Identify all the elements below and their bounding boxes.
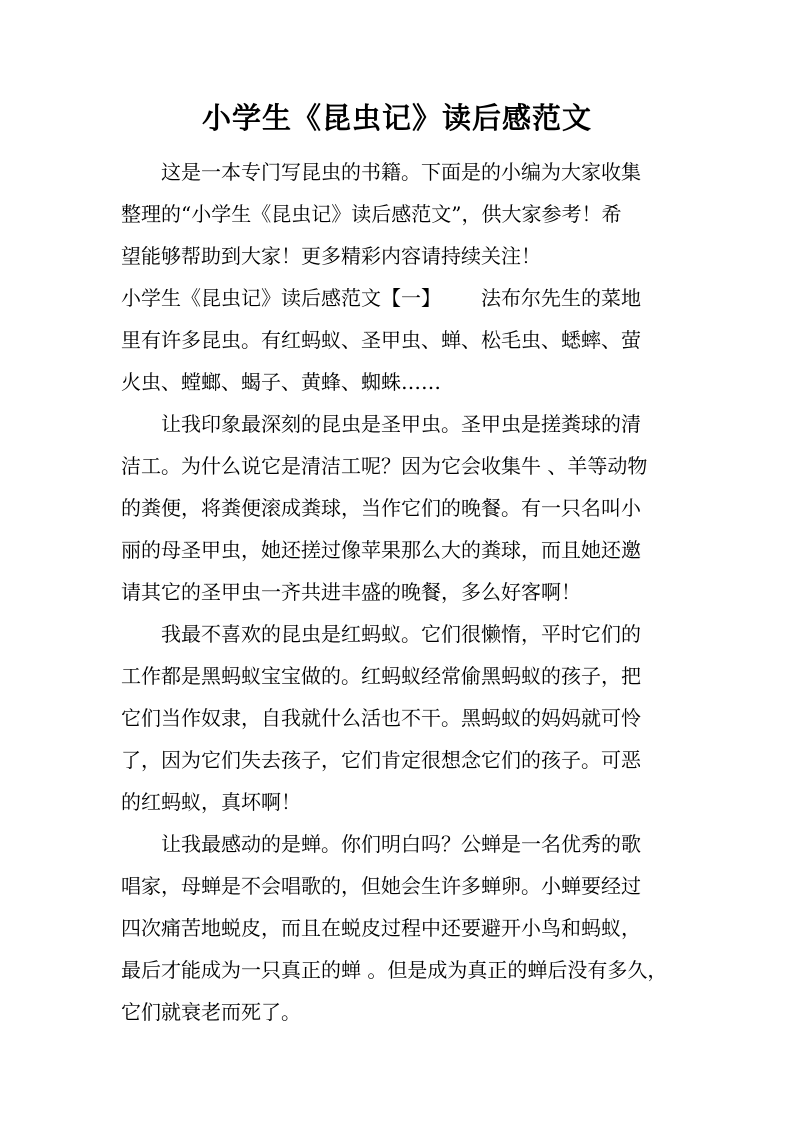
paragraph-start: 法布尔先生的菜地	[481, 286, 641, 310]
paragraph-line: 四次痛苦地蜕皮，而且在蜕皮过程中还要避开小鸟和蚂蚁，	[121, 916, 641, 940]
document-title: 小学生《昆虫记》读后感范文	[201, 101, 592, 135]
paragraph-line: 整理的“小学生《昆虫记》读后感范文”，供大家参考！希	[121, 202, 622, 226]
paragraph-line: 洁工。为什么说它是清洁工呢？因为它会收集牛 、羊等动物	[121, 454, 648, 478]
paragraph-line: 我最不喜欢的昆虫是红蚂蚁。它们很懒惰，平时它们的	[161, 622, 641, 646]
paragraph-line: 它们就衰老而死了。	[121, 1000, 301, 1024]
paragraph-line: 了，因为它们失去孩子，它们肯定很想念它们的孩子。可恶	[121, 748, 641, 772]
paragraph-line: 让我印象最深刻的昆虫是圣甲虫。圣甲虫是搓粪球的清	[161, 412, 641, 436]
paragraph-line: 的粪便，将粪便滚成粪球，当作它们的晚餐。有一只名叫小	[121, 496, 641, 520]
paragraph-line: 这是一本专门写昆虫的书籍。下面是的小编为大家收集	[161, 160, 641, 184]
paragraph-line: 最后才能成为一只真正的蝉 。但是成为真正的蝉后没有多久，	[121, 958, 668, 982]
paragraph-line: 望能够帮助到大家！更多精彩内容请持续关注！	[121, 244, 541, 268]
section-heading: 小学生《昆虫记》读后感范文【一】	[121, 286, 441, 310]
paragraph-line: 唱家，母蝉是不会唱歌的，但她会生许多蝉卵。小蝉要经过	[121, 874, 641, 898]
paragraph-line: 工作都是黑蚂蚁宝宝做的。红蚂蚁经常偷黑蚂蚁的孩子，把	[121, 664, 641, 688]
paragraph-line: 丽的母圣甲虫，她还搓过像苹果那么大的粪球，而且她还邀	[121, 538, 641, 562]
paragraph-line: 火虫、螳螂、蝎子、黄蜂、蜘蛛……	[121, 370, 441, 394]
paragraph-line: 让我最感动的是蝉。你们明白吗？公蝉是一名优秀的歌	[161, 832, 641, 856]
paragraph-line: 的红蚂蚁，真坏啊！	[121, 790, 301, 814]
paragraph-line: 它们当作奴隶，自我就什么活也不干。黑蚂蚁的妈妈就可怜	[121, 706, 641, 730]
paragraph-line: 里有许多昆虫。有红蚂蚁、圣甲虫、蝉、松毛虫、蟋蟀、萤	[121, 328, 641, 352]
paragraph-line: 请其它的圣甲虫一齐共进丰盛的晚餐，多么好客啊！	[121, 580, 581, 604]
section-heading-line	[121, 284, 641, 312]
